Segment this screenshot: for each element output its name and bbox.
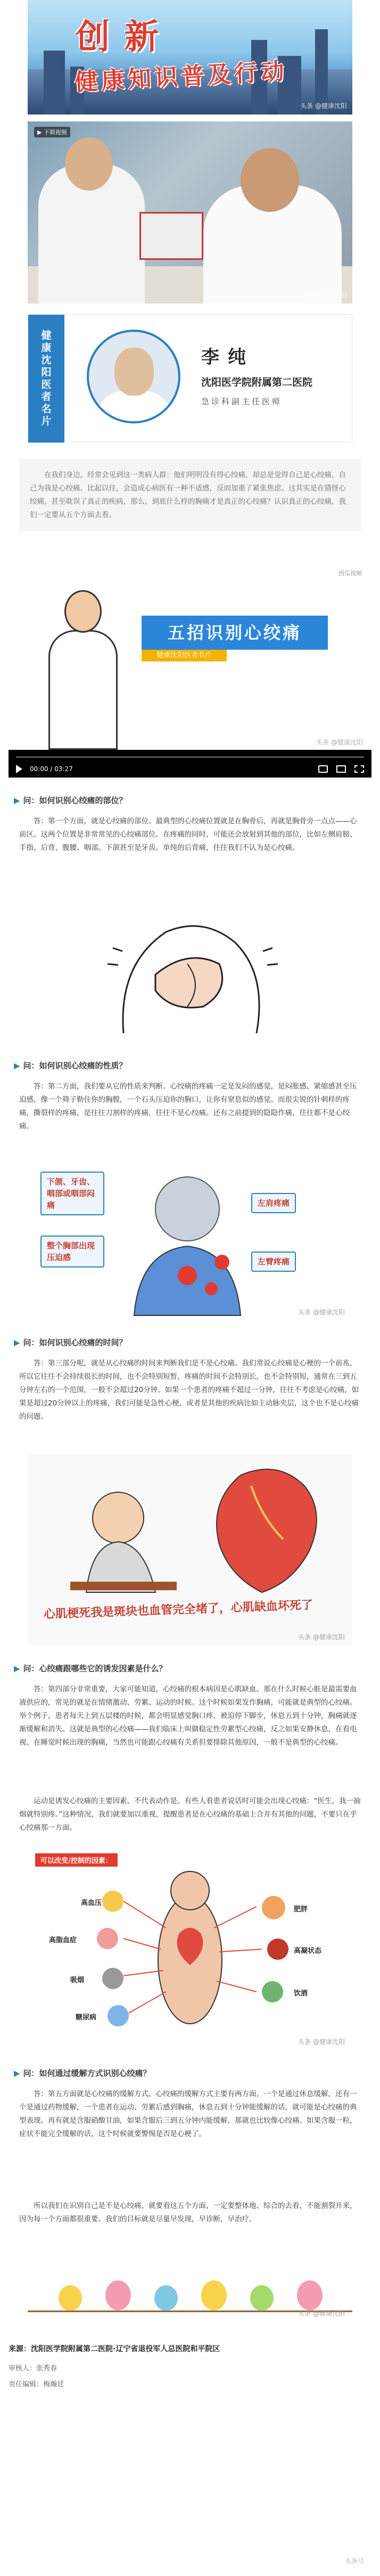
section-question: [14, 1663, 167, 1674]
video-watermark: 头条 @健康沈阳: [316, 739, 363, 746]
factor-smoking: 吸烟: [70, 1976, 85, 1984]
heart-illustration: [28, 1454, 352, 1646]
banner-title-bottom: 健康知识普及行动: [74, 58, 288, 96]
factor-coagulation: 高凝状态: [294, 1947, 322, 1955]
section-answer: 答：第三部分呢，就是从心绞痛的时间来判断我们是不是心绞痛。我们常说心绞痛是心梗的一个前兆，所以它往往不会持续很长的时间，也不会特别短暂，疼痛的时间不会特别长，也不会特别短，通常在三到五分钟左右的一个范围，一般不会超过20分钟。如果一个患者的疼痛不超过一分钟，往往不考虑是心绞痛，如果是超过20分钟以上的疼痛，我们可能是急性心梗，或者是其他的疾病比如主动脉夹层，这个也不是心绞痛的问题。: [19, 1359, 359, 1421]
video-title: 五招识别心绞痛: [142, 616, 328, 650]
card-side-text: 健康沈阳医者名片: [41, 330, 52, 427]
section-answer: 答：第二方面，我们要从它的性质来判断。心绞痛的疼痛一定是发闷的感觉，是闷胀感、紧缩感甚至压迫感，像一个筛子勒住你的胸膛，一个石头压迫你的胸口，让你有窒息似的感觉。而很尖锐的针刺样的疼痛，撕裂样的疼痛，是往往刀割样的疼痛，往往不是心绞痛。还有之前提到的隐隐作痛，往往都不是心绞痛。: [19, 1082, 357, 1131]
doctor-rank: 急诊科副主任医师: [201, 397, 283, 406]
illustration-watermark: 头条 @健康沈阳: [298, 1309, 345, 1316]
video-screen[interactable]: [9, 558, 371, 750]
photo-person-left-head: [65, 137, 113, 191]
hypertension-icon: [102, 1891, 123, 1912]
doctor-name: 李纯: [201, 347, 254, 368]
arrow-icon: ▶: [14, 796, 20, 805]
doctor-avatar: [87, 330, 180, 423]
question-text: 问：如何识别心绞痛的性质？: [23, 1061, 127, 1070]
section-answer: 答：第一个方面，就是心绞痛的部位。最典型的心绞痛位置就是在胸骨后，再就是胸骨旁一点点——心前区。这两个位置是非常常见的心绞痛部位。在疼痛的同时，可能还会放射到其他的部位，比如左侧肩膀、手指、后背、腹腰、咽部。下颌甚至是牙齿。单纯的后背痛，往往我们不认为是心绞痛。: [19, 817, 357, 852]
section-answer-2: 运动是诱发心绞痛的主要因素，不代表动作是。有些人看患者说话时可能会出现心绞痛：“医生，我一抽烟就特别疼。”这种情况，我们就要加以重视，提醒患者是在心绞痛的基础上合并有其他的问题，不要只在乎心绞痛那一方面。: [19, 1797, 361, 1832]
banner-building: [44, 51, 65, 115]
factor-drinking: 饮酒: [294, 1990, 308, 1998]
obesity-icon: [262, 1896, 285, 1919]
diabetes-icon: [108, 2005, 129, 2026]
factor-hypertension: 高血压: [81, 1899, 102, 1907]
label-chest-pressure: 整个胸部出现压迫感: [40, 1236, 104, 1267]
video-player[interactable]: [9, 558, 371, 778]
section-question: [14, 1337, 127, 1348]
video-time-total: 03:27: [54, 765, 73, 773]
banner-image: [28, 0, 352, 115]
label-jaw-pain: 下颌、牙齿、咽部或咽部闷痛: [40, 1172, 104, 1215]
fullscreen-icon[interactable]: [354, 765, 364, 773]
factor-diabetes: 糖尿病: [76, 2014, 97, 2022]
video-doctor-body: [48, 630, 118, 750]
risk-factors-illustration: [28, 1848, 352, 2050]
birds-decoration: [28, 2263, 352, 2322]
photo-person-right-head: [241, 148, 299, 212]
reviewer-line: 审核人：张秀春: [9, 2365, 57, 2373]
video-time-current: 00:00: [30, 765, 48, 773]
toutiao-mark: 头条号: [344, 2557, 364, 2565]
section-question: [14, 795, 127, 806]
question-text: 问：如何识别心绞痛的时间？: [23, 1338, 127, 1347]
banner-title-top: 创新: [76, 17, 174, 57]
section-answer: 答：第五方面就是心绞痛的缓解方式。心绞痛的缓解方式主要有两方面，一个是通过休息缓解，还有一个是通过药物缓解，一个患者在运动、劳累后感到胸痛，休息五到十分钟能缓解的话，就可能是心绞痛的典型表现。再有就是含服硝酸甘油，如果含服后三到五分钟内能缓解，那就也比较像心绞痛。如果含服一粒，症状不能完全缓解的话，这个时候就要警惕是否是心梗了。: [19, 2090, 357, 2138]
editor-line: 责任编辑：梅瀚廷: [9, 2381, 64, 2389]
illustration-watermark: 头条 @健康沈阳: [298, 2038, 345, 2046]
factor-hyperlipidemia: 高脂血症: [49, 1936, 77, 1944]
arrow-icon: ▶: [14, 1061, 20, 1070]
download-video-button[interactable]: ▶ 下载视频: [34, 127, 70, 137]
label-left-shoulder: 左肩疼痛: [251, 1193, 296, 1213]
factor-obesity: 肥胖: [294, 1906, 308, 1913]
question-text: 问：如何通过缓解方式识别心绞痛？: [23, 2068, 151, 2078]
arrow-icon: ▶: [14, 2068, 20, 2078]
section-answer: 答：第四部分非常重要，大家可能知道，心绞痛的根本病因是心肌缺血。那在什么时候心脏是最需要血液供应的，常见的就是在情绪激动、劳累、运动的时候。这个时候如果发作胸痛，可能就是典型的心绞痛。举个例子，患者每天上到五层楼的时候，都会明显感觉胸口疼，被迫停下脚步，休息五到十分钟，胸痛就逐渐缓解和消失。这就是典型的心绞痛——我们临床上叫做稳定性劳累型心绞痛，反之如果安静休息，在看电视、在睡觉时候出现的胸痛，当然也可能跟心绞痛有关系但要排除其他原因，一般不是典型的心绞痛。: [19, 1685, 357, 1747]
video-doctor-illustration: [46, 590, 120, 750]
video-progress-bar[interactable]: [16, 756, 364, 758]
factors-title: 可以改变/控制的因素：: [35, 1853, 118, 1867]
video-subtitle: 健康沈阳医者名片: [142, 650, 227, 661]
avatar-face: [114, 348, 154, 396]
photo-device: [139, 212, 203, 260]
article-photo: [28, 121, 352, 304]
doctor-card: [28, 314, 352, 442]
smoking-icon: [102, 1968, 123, 1989]
label-left-arm: 左臂疼痛: [251, 1252, 296, 1272]
chest-pain-illustration: [28, 884, 352, 1044]
pip-icon[interactable]: [336, 765, 346, 773]
section-answer-2: 所以我们在识别自己是不是心绞痛，就要看这五个方面，一定要整体地、综合的去看，不能割裂开来，因为每一个方面都很重要。我们的目标就是尽量早发现，早诊断，早治疗。: [19, 2202, 357, 2223]
pain-regions-illustration: [28, 1161, 352, 1321]
intro-paragraph: 在我们身边，经常会见到这一类病人群：他们明明没有得心绞痛，却总是觉得自己是心绞痛，自己为我是心绞痛。比起以往，会造成心病医有一种不适感，反而加重了紧张焦虑。这其实是在错怪心绞痛，甚至耽误了真正的疾病，那么，到底什么样的胸痛才是真正的心绞痛？认识真正的心绞痛，我们一定要从五个方面去看。: [19, 459, 361, 531]
chest-pain-drawing: [28, 884, 352, 1044]
section-question: [14, 2067, 151, 2079]
banner-watermark: 头条 @健康沈阳: [300, 102, 347, 110]
illustration-watermark: 头条 @健康沈阳: [298, 2310, 345, 2317]
play-icon[interactable]: [16, 765, 22, 773]
source-line: 来源：沈阳医学院附属第二医院·辽宁省退役军人总医院和平院区: [9, 2345, 220, 2353]
video-doctor-head: [64, 590, 102, 633]
hyperlipidemia-icon: [97, 1928, 118, 1949]
volume-icon[interactable]: [318, 765, 328, 773]
section-question: [14, 1060, 127, 1071]
coagulation-icon: [267, 1939, 288, 1960]
article-footer: [9, 2343, 371, 2567]
video-controls: 00:00 / 03:27: [9, 760, 371, 778]
heart-caption: 心肌梗死我是斑块也血管完全堵了，心肌缺血坏死了: [43, 1598, 313, 1622]
arrow-icon: ▶: [14, 1338, 20, 1347]
drinking-icon: [262, 1981, 283, 2002]
video-brand-badge: 西瓜视频: [338, 570, 362, 577]
question-text: 问：心绞痛跟哪些它的诱发因素是什么？: [23, 1664, 167, 1673]
photo-watermark: 头条 @健康沈阳: [300, 291, 347, 299]
arrow-icon: ▶: [14, 1664, 20, 1673]
question-text: 问：如何识别心绞痛的部位？: [23, 796, 127, 805]
doctor-hospital: 沈阳医学院附属第二医院: [201, 377, 313, 388]
illustration-watermark: 头条 @健康沈阳: [298, 1633, 345, 1641]
